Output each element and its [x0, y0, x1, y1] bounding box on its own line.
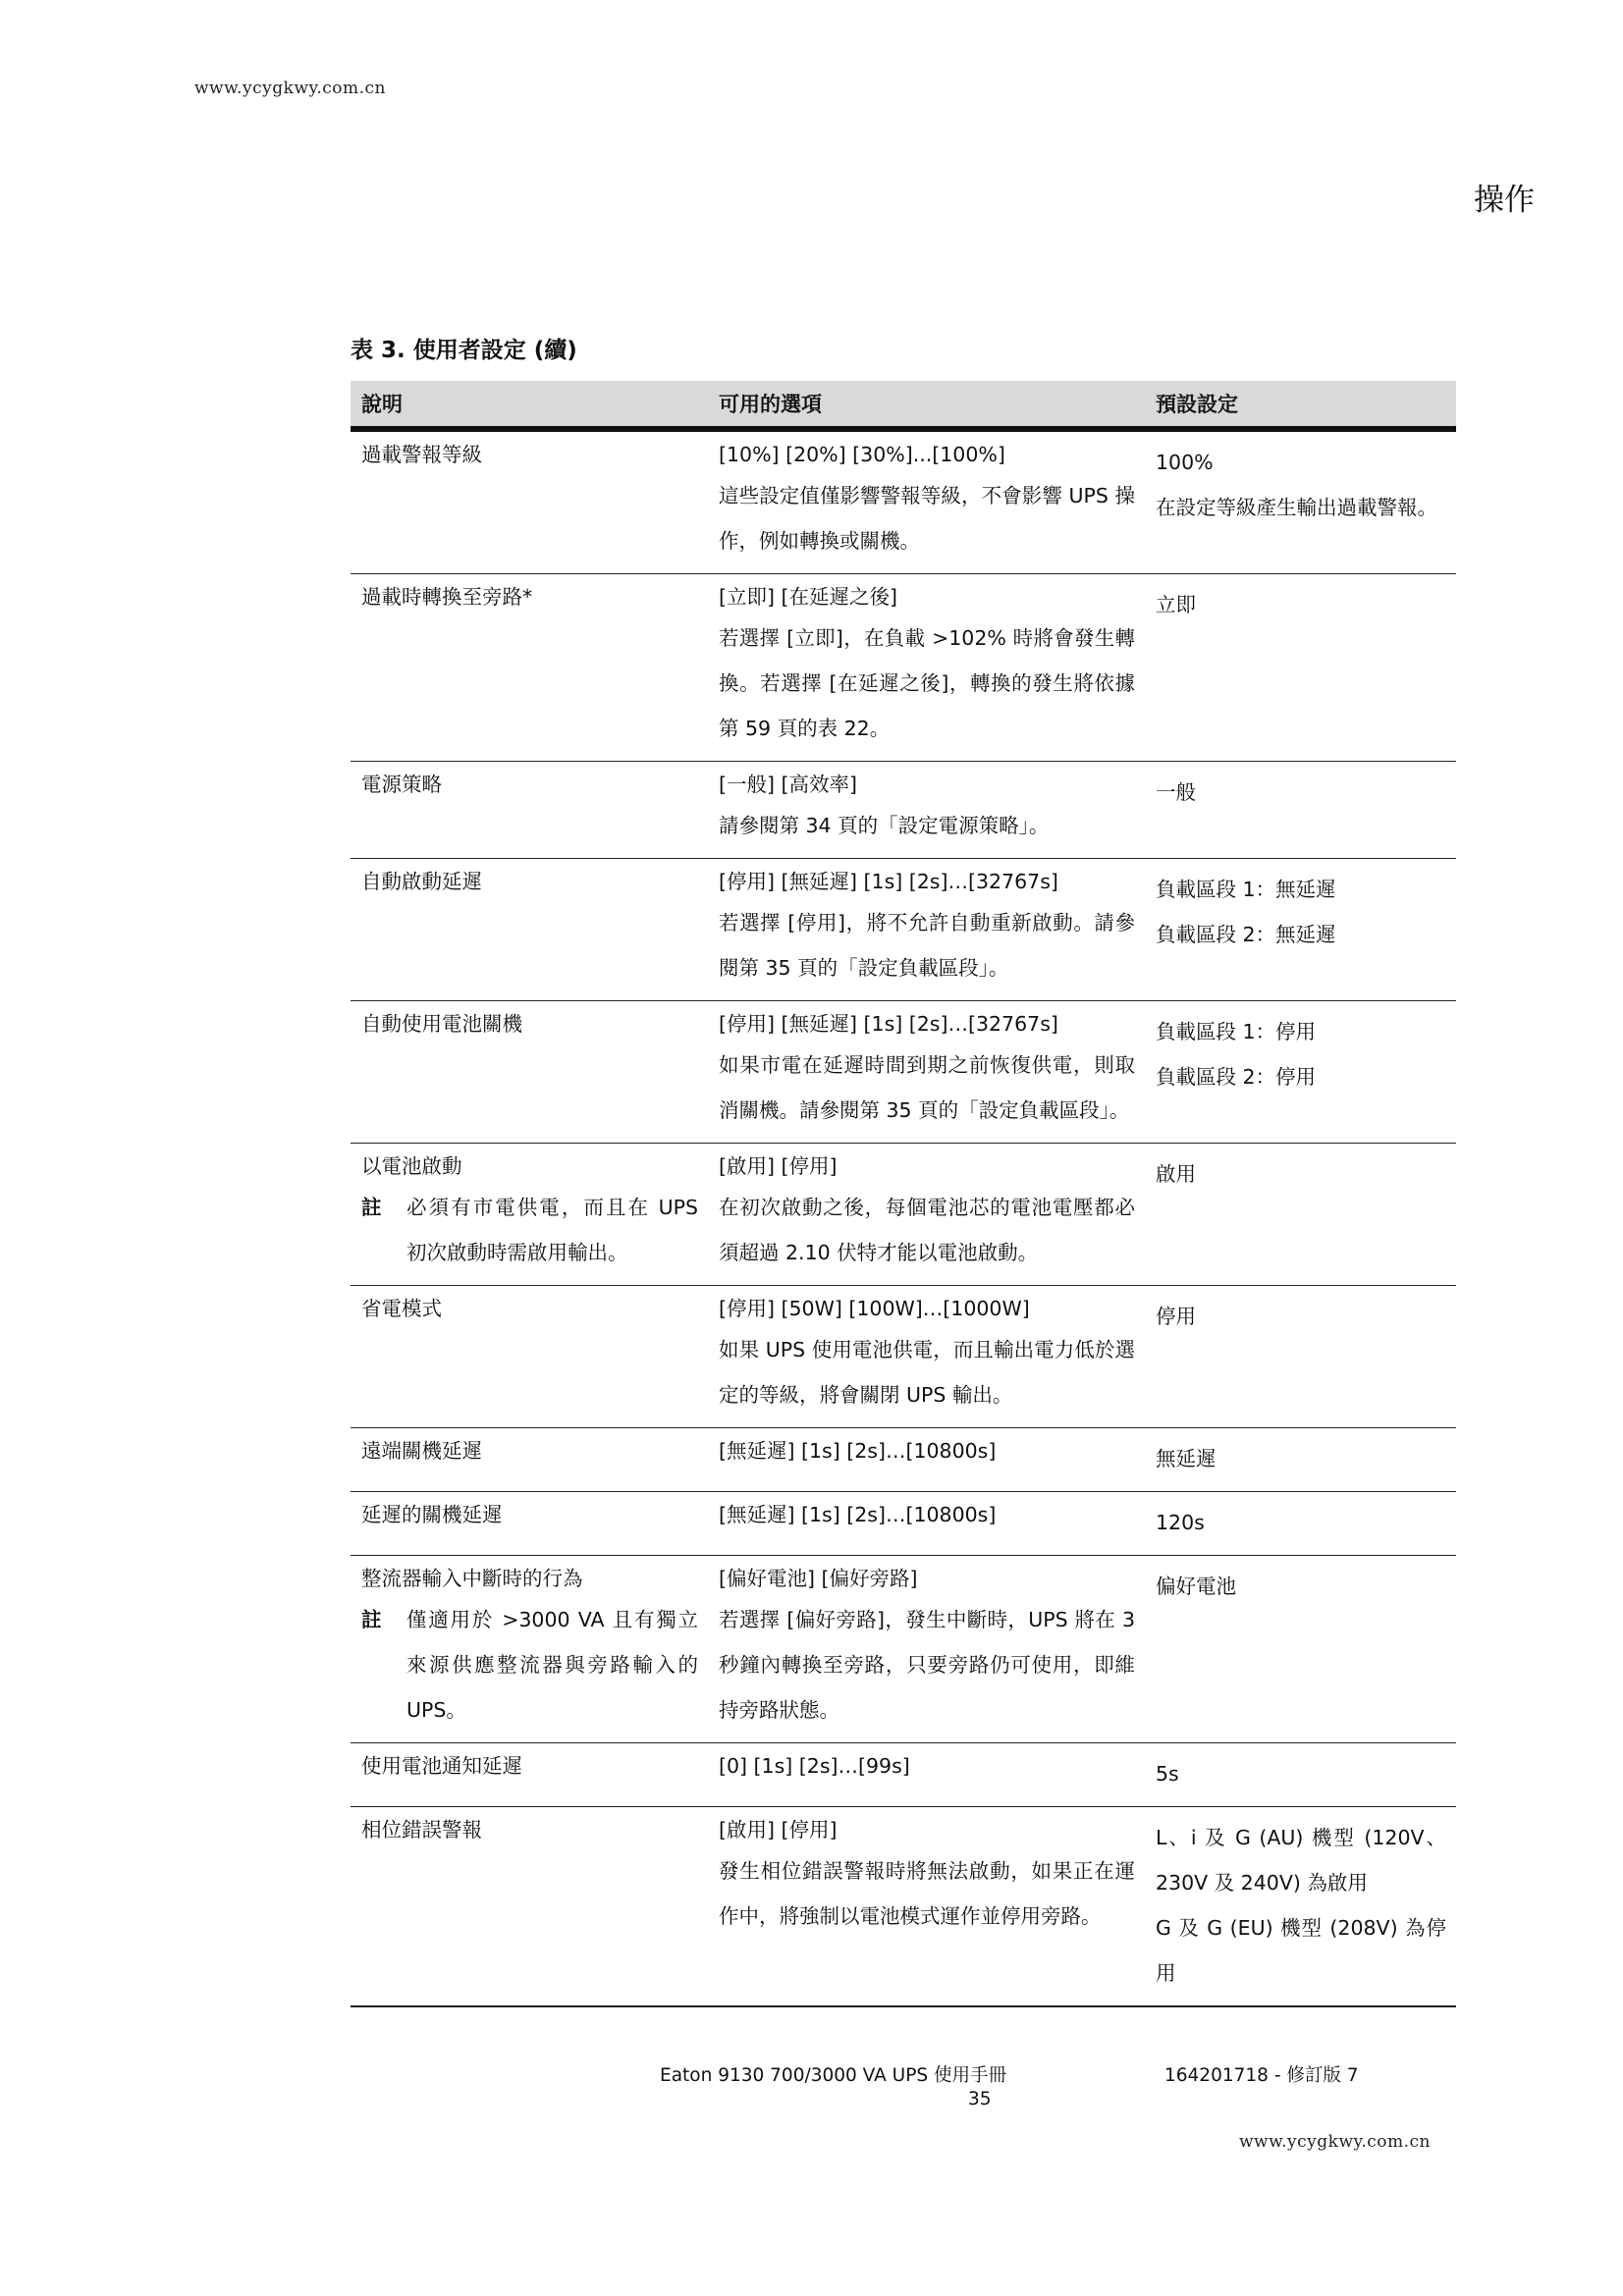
cell-description [351, 859, 708, 1001]
options-detail: 如果市電在延遲時間到期之前恢復供電，則取消關機。請參閱第 35 頁的「設定負載區段」。 [719, 1053, 1135, 1122]
table-row [351, 1743, 1456, 1807]
default-setting: 偏好電池 [1156, 1575, 1236, 1598]
table-header-row [351, 381, 1456, 429]
cell-options [708, 429, 1145, 574]
header-options: 可用的選項 [708, 381, 1145, 429]
options-detail: 如果 UPS 使用電池供電，而且輸出電力低於選定的等級，將會關閉 UPS 輸出。 [719, 1338, 1135, 1407]
cell-default [1145, 859, 1456, 1001]
cell-description [351, 1144, 708, 1286]
default-setting: 立即 [1156, 593, 1196, 616]
default-setting: 100% [1156, 451, 1214, 474]
table-row [351, 1556, 1456, 1743]
setting-note [361, 1185, 698, 1275]
footer-doc-number: 164201718 - 修訂版 7 [1164, 2065, 1359, 2086]
setting-note [361, 1597, 698, 1733]
table-caption: 表 3. 使用者設定 (續) [351, 338, 577, 363]
cell-default [1145, 1428, 1456, 1492]
cell-default [1145, 1492, 1456, 1556]
table-row [351, 429, 1456, 574]
cell-description [351, 1556, 708, 1743]
cell-description [351, 429, 708, 574]
cell-description [351, 574, 708, 762]
cell-options [708, 762, 1145, 859]
default-detail: 負載區段 2：停用 [1156, 1065, 1317, 1089]
default-setting: 無延遲 [1156, 1447, 1217, 1470]
default-setting: 停用 [1156, 1305, 1196, 1328]
default-setting: 啟用 [1156, 1162, 1196, 1186]
setting-name: 遠端關機延遲 [361, 1439, 482, 1463]
cell-default [1145, 1807, 1456, 2007]
watermark-bottom: www.ycygkwy.com.cn [1239, 2132, 1432, 2152]
available-options: [一般] [高效率] [719, 773, 858, 796]
cell-description [351, 1807, 708, 2007]
watermark-top: www.ycygkwy.com.cn [194, 79, 387, 98]
available-options: [啟用] [停用] [719, 1154, 838, 1178]
options-detail: 若選擇 [立即]，在負載 >102% 時將會發生轉換。若選擇 [在延遲之後]，轉換的發生將依據第 59 頁的表 22。 [719, 626, 1135, 740]
cell-description [351, 762, 708, 859]
cell-options [708, 574, 1145, 762]
cell-description [351, 1001, 708, 1144]
cell-options [708, 1807, 1145, 2007]
cell-options [708, 859, 1145, 1001]
cell-default [1145, 1144, 1456, 1286]
table-row [351, 1428, 1456, 1492]
default-detail: 在設定等級產生輸出過載警報。 [1156, 496, 1437, 519]
available-options: [10%] [20%] [30%]...[100%] [719, 443, 1005, 466]
setting-name: 相位錯誤警報 [361, 1818, 482, 1842]
available-options: [停用] [無延遲] [1s] [2s]…[32767s] [719, 870, 1058, 893]
cell-options [708, 1144, 1145, 1286]
available-options: [無延遲] [1s] [2s]…[10800s] [719, 1439, 997, 1463]
default-detail: 負載區段 2：無延遲 [1156, 923, 1336, 946]
available-options: [停用] [50W] [100W]…[1000W] [719, 1297, 1030, 1320]
setting-name: 省電模式 [361, 1297, 442, 1320]
options-detail: 這些設定值僅影響警報等級，不會影響 UPS 操作，例如轉換或關機。 [719, 484, 1135, 553]
options-detail: 請參閱第 34 頁的「設定電源策略」。 [719, 814, 1050, 837]
setting-name: 使用電池通知延遲 [361, 1754, 522, 1778]
table-row [351, 1286, 1456, 1428]
default-setting: L、i 及 G (AU) 機型 (120V、230V 及 240V) 為啟用 [1156, 1826, 1446, 1895]
setting-name: 以電池啟動 [361, 1154, 462, 1178]
cell-options [708, 1743, 1145, 1807]
section-title: 操作 [1474, 183, 1535, 218]
cell-description [351, 1428, 708, 1492]
cell-default [1145, 429, 1456, 574]
cell-options [708, 1556, 1145, 1743]
cell-description [351, 1492, 708, 1556]
options-detail: 發生相位錯誤警報時將無法啟動，如果正在運作中，將強制以電池模式運作並停用旁路。 [719, 1859, 1135, 1928]
available-options: [停用] [無延遲] [1s] [2s]…[32767s] [719, 1012, 1058, 1036]
cell-default [1145, 1556, 1456, 1743]
note-label: 註 [361, 1608, 382, 1631]
note-label: 註 [361, 1196, 382, 1219]
cell-options [708, 1492, 1145, 1556]
setting-name: 過載時轉換至旁路* [361, 585, 533, 609]
cell-options [708, 1428, 1145, 1492]
note-text: 必須有市電供電，而且在 UPS 初次啟動時需啟用輸出。 [406, 1196, 698, 1264]
available-options: [偏好電池] [偏好旁路] [719, 1567, 918, 1590]
options-detail: 若選擇 [偏好旁路]，發生中斷時，UPS 將在 3 秒鐘內轉換至旁路，只要旁路仍可使用，即維持旁路狀態。 [719, 1608, 1135, 1722]
settings-table-container [351, 381, 1456, 2007]
settings-table [351, 381, 1456, 2007]
header-description: 說明 [351, 381, 708, 429]
cell-description [351, 1743, 708, 1807]
default-setting: 一般 [1156, 780, 1196, 804]
options-detail: 在初次啟動之後，每個電池芯的電池電壓都必須超過 2.10 伏特才能以電池啟動。 [719, 1196, 1135, 1264]
setting-name: 自動使用電池關機 [361, 1012, 522, 1036]
table-row [351, 574, 1456, 762]
table-row [351, 1144, 1456, 1286]
setting-name: 自動啟動延遲 [361, 870, 482, 893]
cell-options [708, 1286, 1145, 1428]
cell-description [351, 1286, 708, 1428]
table-row [351, 859, 1456, 1001]
cell-default [1145, 1286, 1456, 1428]
setting-name: 延遲的關機延遲 [361, 1503, 503, 1526]
cell-default [1145, 762, 1456, 859]
options-detail: 若選擇 [停用]，將不允許自動重新啟動。請參閱第 35 頁的「設定負載區段」。 [719, 911, 1135, 980]
note-text: 僅適用於 >3000 VA 且有獨立來源供應整流器與旁路輸入的 UPS。 [406, 1608, 698, 1722]
cell-default [1145, 574, 1456, 762]
cell-options [708, 1001, 1145, 1144]
available-options: [0] [1s] [2s]…[99s] [719, 1754, 910, 1778]
available-options: [啟用] [停用] [719, 1818, 838, 1842]
available-options: [立即] [在延遲之後] [719, 585, 898, 609]
default-setting: 120s [1156, 1511, 1205, 1534]
default-setting: 負載區段 1：停用 [1156, 1020, 1317, 1043]
default-detail: G 及 G (EU) 機型 (208V) 為停用 [1156, 1916, 1446, 1985]
default-setting: 5s [1156, 1762, 1179, 1786]
table-row [351, 1001, 1456, 1144]
available-options: [無延遲] [1s] [2s]…[10800s] [719, 1503, 997, 1526]
header-default: 預設設定 [1145, 381, 1456, 429]
footer-manual-title: Eaton 9130 700/3000 VA UPS 使用手冊 [660, 2065, 1006, 2086]
cell-default [1145, 1001, 1456, 1144]
table-row [351, 1807, 1456, 2007]
setting-name: 整流器輸入中斷時的行為 [361, 1567, 583, 1590]
table-row [351, 1492, 1456, 1556]
table-row [351, 762, 1456, 859]
page-number: 35 [968, 2089, 992, 2109]
setting-name: 過載警報等級 [361, 443, 482, 466]
setting-name: 電源策略 [361, 773, 442, 796]
cell-default [1145, 1743, 1456, 1807]
default-setting: 負載區段 1：無延遲 [1156, 878, 1336, 901]
